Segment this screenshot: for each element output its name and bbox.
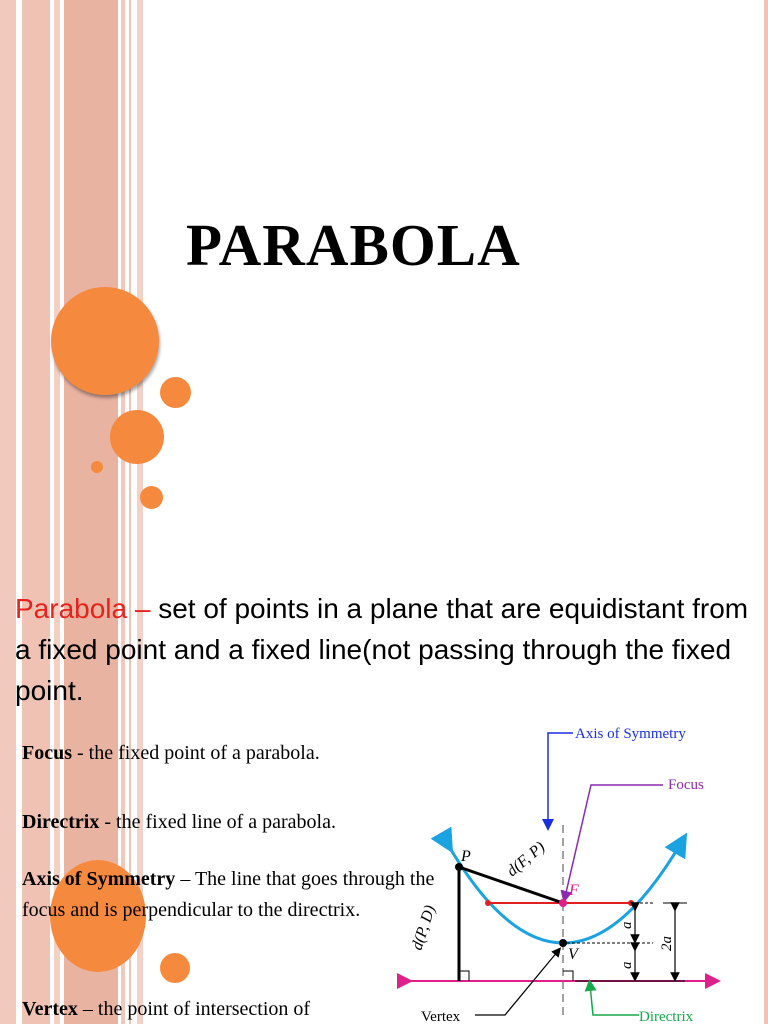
term-sep: – (77, 998, 98, 1020)
right-angle-mark (563, 971, 573, 981)
two-a-label: 2a (659, 936, 675, 951)
axis-of-symmetry-label: Axis of Symmetry (575, 726, 686, 742)
term-sep: – (175, 868, 195, 890)
focus-label: Focus (668, 777, 704, 793)
dpd-label: d(P, D) (408, 903, 439, 953)
a-label-lower: a (619, 961, 635, 969)
chord-end-right (628, 900, 634, 906)
term-axis-of-symmetry (22, 864, 436, 926)
p-label: P (461, 848, 471, 865)
vertex-label: Vertex (421, 1009, 461, 1024)
parabola-definition (15, 588, 760, 711)
decor-circle (160, 953, 190, 983)
dfp-label: d(F, P) (503, 838, 549, 881)
a-label-upper: a (619, 921, 635, 929)
parabola-curve (447, 843, 681, 943)
term-desc: the fixed point of a parabola. (88, 742, 320, 764)
term-desc: the point of intersection of (97, 998, 311, 1020)
term-sep: - (72, 742, 89, 764)
chord-end-left (485, 900, 491, 906)
focus-pointer (565, 785, 663, 897)
term-name: Directrix (22, 811, 100, 833)
slide-title: PARABOLA (186, 212, 521, 278)
decor-circle (110, 410, 164, 464)
term-desc: The line that goes through the focus and is perpendicular to the directrix. (22, 868, 435, 921)
definition-term: Parabola – (15, 593, 151, 624)
term-name: Focus (22, 742, 72, 764)
point-focus (559, 899, 567, 907)
axis-pointer (548, 733, 573, 825)
definition-text: set of points in a plane that are equidistant from a fixed point and a fixed line(not passing through the fixed point. (15, 593, 749, 706)
term-vertex (22, 994, 402, 1024)
decor-circle (160, 377, 191, 408)
decor-circle (51, 287, 159, 395)
directrix-pointer (590, 985, 639, 1015)
term-name: Vertex (22, 998, 78, 1020)
decor-circle (140, 486, 163, 509)
term-sep: - (99, 811, 117, 833)
directrix-label: Directrix (639, 1009, 694, 1024)
point-vertex (559, 939, 567, 947)
parabola-diagram (395, 715, 768, 1024)
v-label: V (568, 946, 578, 963)
term-desc: the fixed line of a parabola. (116, 811, 336, 833)
term-focus (22, 738, 320, 769)
f-label: F (569, 882, 579, 899)
decor-stripe (0, 0, 16, 1024)
term-directrix (22, 807, 336, 838)
decor-circle (91, 461, 103, 473)
term-name: Axis of Symmetry (22, 868, 176, 890)
vertex-pointer (475, 951, 558, 1015)
